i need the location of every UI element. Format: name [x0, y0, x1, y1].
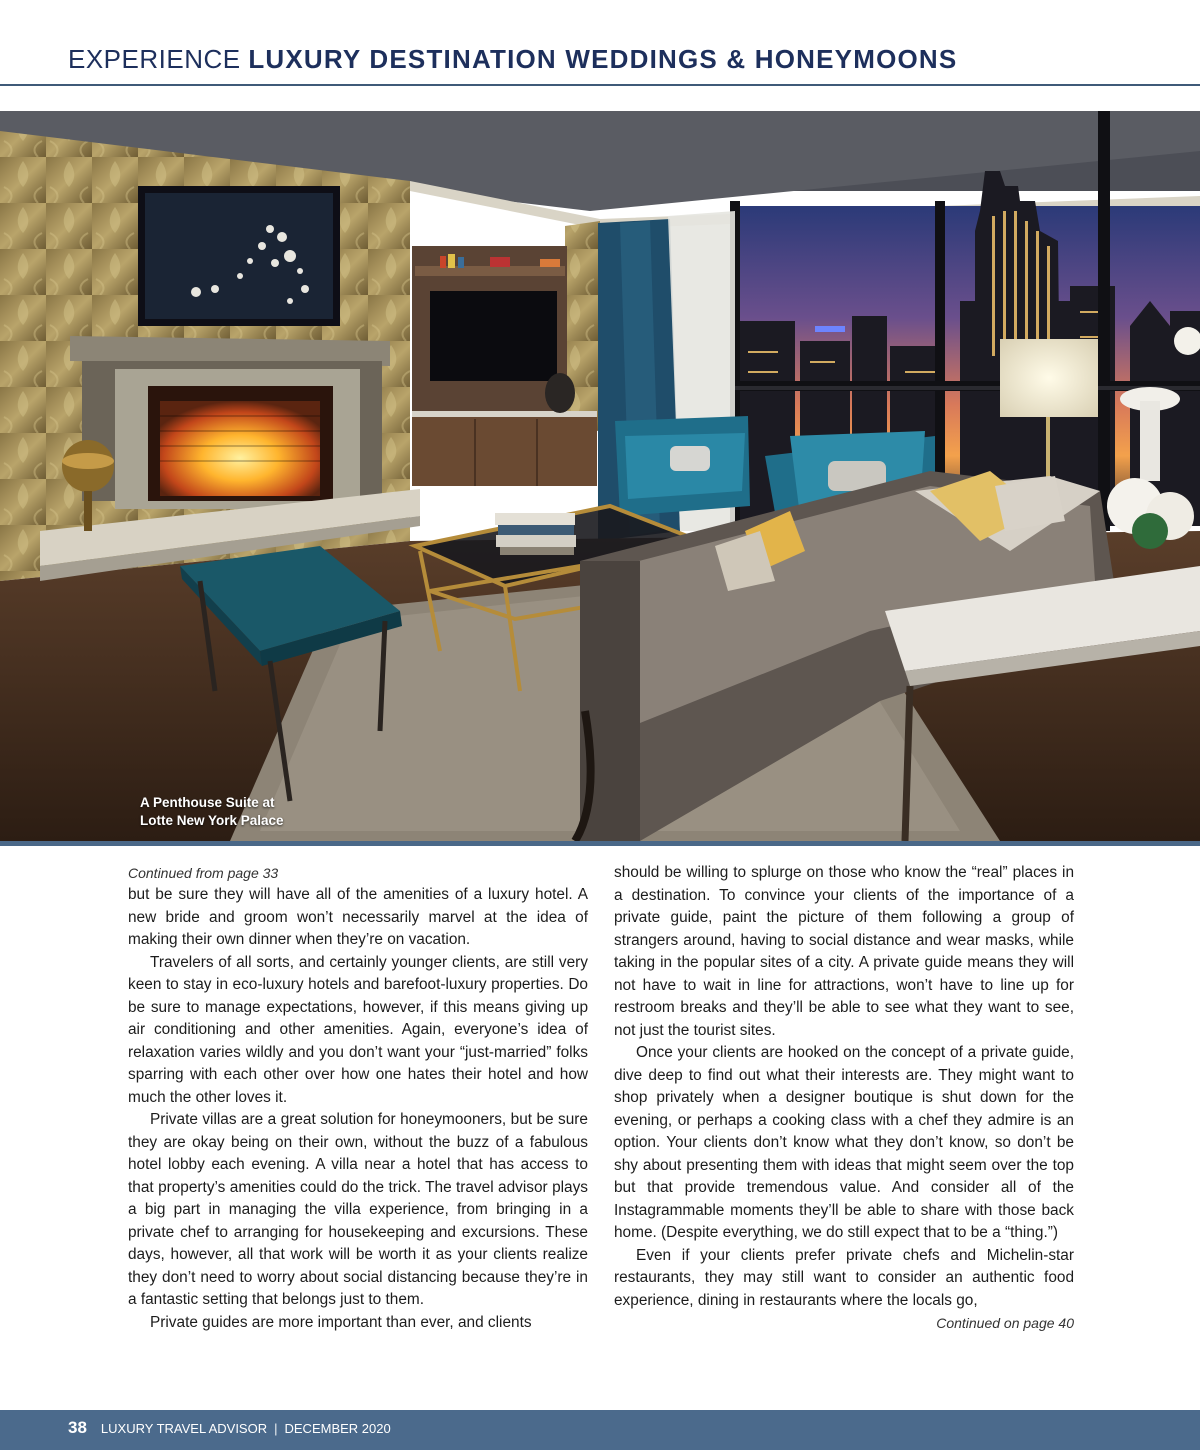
article-paragraph: Private guides are more important than ever, and clients — [150, 1313, 532, 1331]
hero-photo — [0, 111, 1200, 841]
continued-from-note: Continued from page 33 — [128, 865, 279, 881]
article-paragraph: Travelers of all sorts, and certainly younger clients, are still very keen to stay in eco-luxury hotels and barefoot-luxury properties. Do be sure to manage expectations, however, if this means giving up air conditioning and other amenities. Again, everyone’s idea of relaxation varies wildly and you don’t want your “just-married” folks sparring with each other over how one hates their hotel and how much the other loves it. — [128, 953, 588, 1106]
footer-separator: | — [274, 1420, 278, 1436]
photo-bottom-band — [0, 841, 1200, 846]
footer-info — [68, 1418, 391, 1438]
page-number: 38 — [68, 1418, 87, 1437]
article-paragraph: Even if your clients prefer private chefs and Michelin-star restaurants, they may still want to consider an authentic food experience, dining in restaurants where the locals go, — [614, 1246, 1074, 1309]
publication-name: LUXURY TRAVEL ADVISOR — [100, 1420, 268, 1436]
article-paragraph: Once your clients are hooked on the concept of a private guide, dive deep to find out what their interests are. They might want to shop privately when a designer boutique is shut down for the evening, or perhaps a cooking class with a chef they admire is an option. Your clients don’t know what they don’t know, so don’t be shy about presenting them with ideas that might seem over the top but that provide tremendous value. And consider all of the Instagrammable moments they’ll be able to share with those back home. (Despite everything, we do still expect that to be a “thing.”) — [614, 1044, 1074, 1241]
section-title — [68, 44, 1200, 75]
photo-caption-line-2: Lotte New York Palace — [140, 813, 284, 828]
article-paragraph: Private villas are a great solution for honeymooners, but be sure they are okay being on their own, without the buzz of a fabulous hotel lobby each evening. A villa near a hotel that has access to that property’s amenities could do the trick. The travel advisor plays a big part in managing the villa experience, from bringing in a private chef to arranging for housekeeping and excursions. These days, however, all that work will be worth it as your clients realize they don’t need to worry about social distancing because they’re in a fantastic setting that belongs just to them. — [128, 1111, 588, 1308]
continued-on-link[interactable]: Continued on page 40 — [936, 1315, 1074, 1331]
section-title-light: EXPERIENCE — [68, 44, 249, 74]
issue-date: DECEMBER 2020 — [284, 1420, 391, 1436]
article-paragraph: should be willing to splurge on those who know the “real” places in a destination. To convince your clients of the importance of a private guide, paint the picture of them following a group of strangers around, having to social distance and wear masks, while taking in the popular sites of a city. A private guide means they will not have to wait in line for attractions, won’t have to line up for restroom breaks and they’ll be able to see what they want to see, not just the tourist sites. — [614, 864, 1074, 1039]
page-header — [68, 44, 1200, 84]
penthouse-suite-illustration — [0, 111, 1200, 841]
article-column-right — [614, 862, 1074, 1335]
article-column-left — [128, 862, 588, 1334]
photo-caption — [140, 794, 284, 830]
photo-caption-line-1: A Penthouse Suite at — [140, 795, 275, 810]
section-title-bold: LUXURY DESTINATION WEDDINGS & HONEYMOONS — [248, 44, 958, 74]
article-paragraph: but be sure they will have all of the amenities of a luxury hotel. A new bride and groom won’t necessarily marvel at the idea of making their own dinner when they’re on vacation. — [128, 886, 588, 948]
page-footer — [0, 1410, 1200, 1450]
header-rule — [0, 84, 1200, 86]
